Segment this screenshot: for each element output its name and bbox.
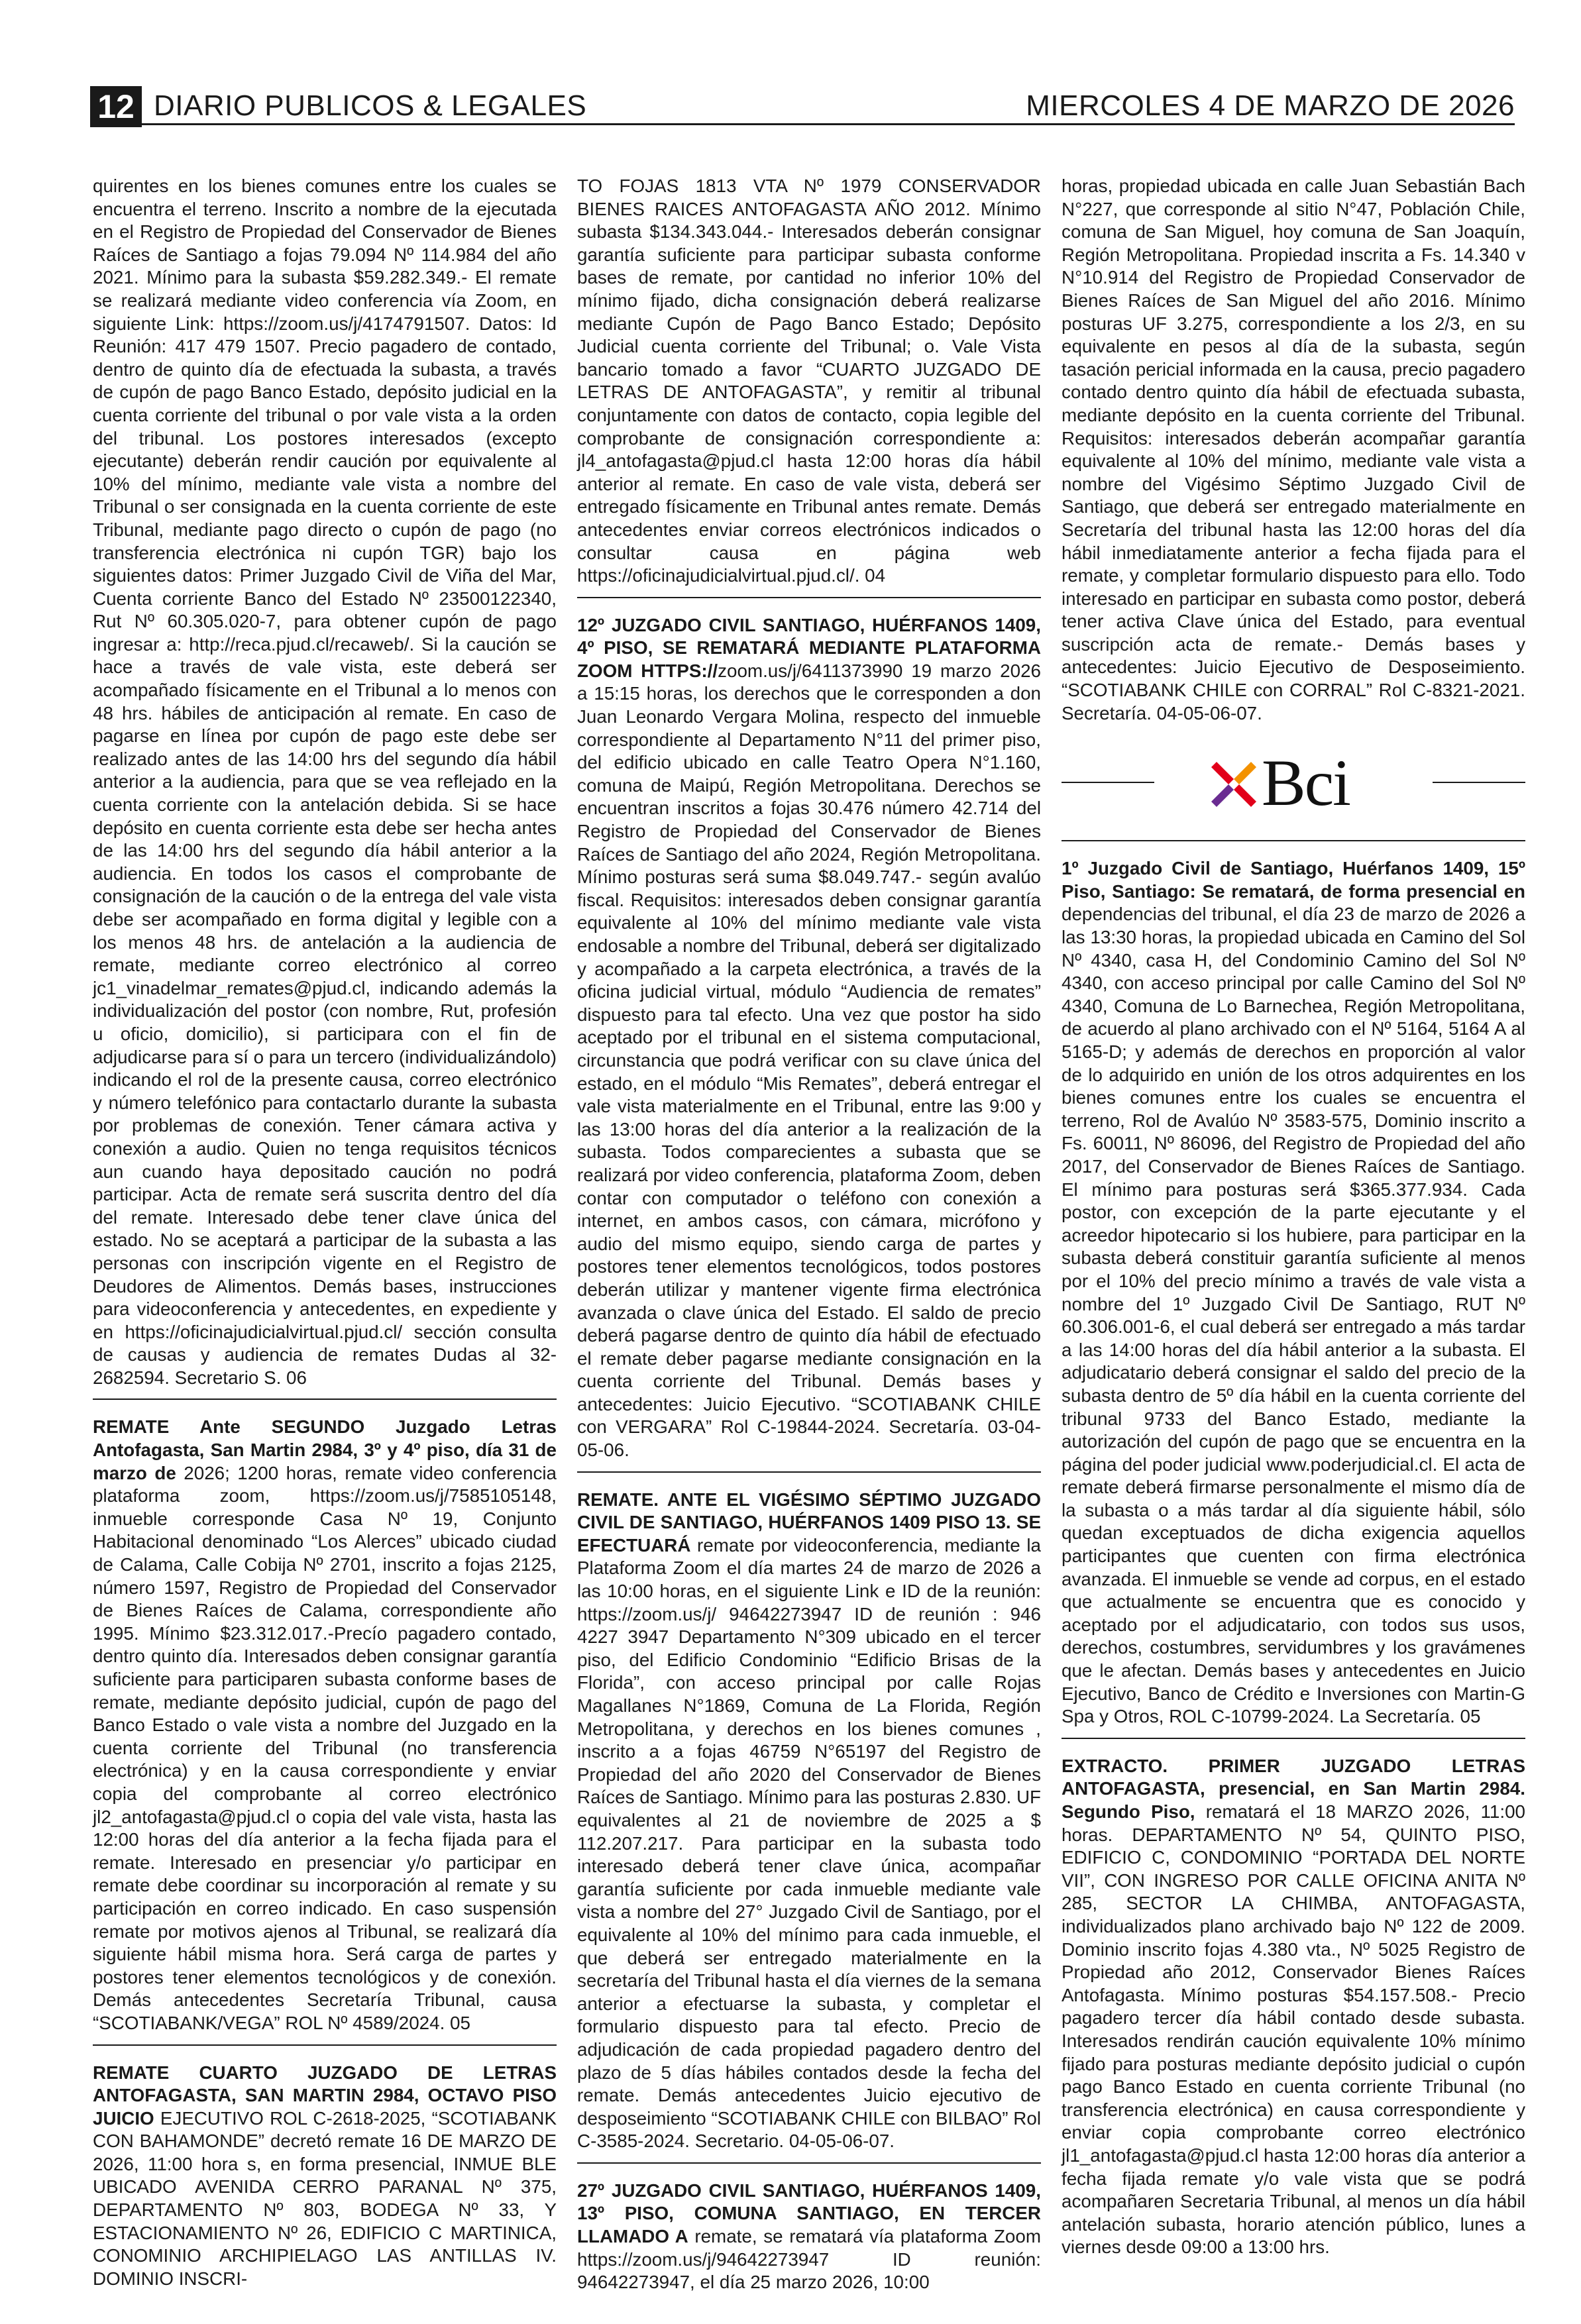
notice-body: remate, se rematará vía plataforma Zoom https://zoom.us/j/94642273947 ID reunión: 94642273947, el día 25 marzo 2026, 10:00 [577, 2226, 1041, 2293]
notice-text [577, 614, 1041, 1462]
notice-text [577, 2180, 1041, 2294]
bci-logo [1207, 747, 1380, 820]
notice-27-juzgado-civil-remate [577, 1489, 1041, 2164]
bci-logo-icon [1207, 747, 1260, 820]
notice-body: dependencias del tribunal, el día 23 de marzo de 2026 a las 13:30 horas, la propiedad ubicada en Camino del Sol Nº 4340, casa H, del Condominio Camino del Sol Nº 4340, con acceso principal por calle Camino del Sol Nº 4340, Comuna de Lo Barnechea, Región Metropolitana, de acuerdo al plano archivado con el Nº 5164, 5164 A al 5165-D; y además de derechos en proporción al valor de lo adquirido en unión de los otros adquirentes en los bienes comunes entre los cuales se encuentra el terreno, Rol de Avalúo Nº 3583-575, Dominio inscrito a Fs. 60011, Nº 86096, del Registro de Propiedad del año 2017, del Conservador de Bienes Raíces de Santiago. El mínimo para posturas será $365.377.934. Cada postor, con excepción de la parte ejecutante y el acreedor hipotecario si los hubiere, para participar en la subasta deberá constituir garantía suficiente al menos por el 10% del precio mínimo a través de vale vista a nombre del 1º Juzgado Civil De Santiago, RUT Nº 60.306.001-6, el cual deberá ser entregado a más tardar a las 14:00 horas del día hábil anterior a la subasta. El adjudicatario deberá consignar el saldo del precio de la subasta dentro de 5º día hábil en la cuenta corriente del tribunal 9733 del Banco Estado, mediante la autorización del cupón de pago que se encuentra en la página del poder judicial www.poderjudicial.cl. El acta de remate deberá firmarse personalmente el mismo día de la subasta o a más tardar al día siguiente hábil, sólo quedan exceptuados de dicha exigencia aquellos participantes que cuenten con firma electrónica avanzada. El inmueble se vende ad corpus, en el estado que actualmente se encuentra que es conocido y aceptado por el adjudicatario, con todos sus usos, derechos, costumbres, servidumbres y los gravámenes que le afectan. Demás bases y antecedentes en Juicio Ejecutivo, Banco de Crédito e Inversiones con Martin-G Spa y Otros, ROL C-10799-2024. La Secretaría. 05 [1062, 904, 1525, 1727]
issue-date: MIERCOLES 4 DE MARZO DE 2026 [1026, 89, 1515, 122]
notice-body: zoom.us/j/6411373990 19 marzo 2026 a 15:15 horas, los derechos que le corresponden a don Juan Leonardo Vergara Molina, respecto del inmueble correspondiente al Departamento N°11 del primer piso, del edificio ubicado en calle Teatro Opera N°1.160, comuna de Maipú, Región Metropolitana. Derechos se encuentran inscritos a fojas 30.476 número 42.714 del Registro de Propiedad del Conservador de Bienes Raíces de Santiago del año 2024, Región Metropolitana. Mínimo posturas será suma $8.049.747.- según avalúo fiscal. Requisitos: interesados deben consignar garantía equivalente al 10% del mínimo mediante vale vista endosable a nombre del Tribunal, deberá ser digitalizado y acompañado a la carpeta electrónica, a través de la oficina judicial virtual, módulo “Audiencia de remates” dispuesto para tal efecto. Una vez que postor ha sido aceptado por el tribunal en el sistema computacional, circunstancia que podrá verificar con su clave única del estado, en el módulo “Mis Remates”, deberá entregar el vale vista materialmente en el Tribunal, entre las 9:00 y las 13:00 horas del día anterior a la realización de la subasta. Todos comparecientes a subasta que se realizará por video conferencia, plataforma Zoom, deben contar con computador o teléfono con conexión a internet, en ambos casos, con cámara, micrófono y audio del mismo equipo, siendo carga de partes y postores tener elementos tecnológicos, todos postores deberán utilizar y mantener vigente firma electrónica avanzada o clave única del Estado. El saldo de precio deberá pagarse dentro de quinto día hábil de efectuado el remate deber pagarse mediante consignación en la cuenta corriente del Tribunal. Demás bases y antecedentes: Juicio Ejecutivo. “SCOTIABANK CHILE con VERGARA” Rol C-19844-2024. Secretaría. 03-04-05-06. [577, 660, 1042, 1461]
notice-extracto-antofagasta [1062, 1755, 1525, 2268]
bci-banner [1062, 741, 1525, 841]
page-number: 12 [90, 86, 142, 127]
notice-text [1062, 857, 1525, 1728]
column-2 [577, 175, 1041, 2319]
notice-27-juzgado-continued [1062, 175, 1525, 734]
notice-body: 2026; 1200 horas, remate video conferencia plataforma zoom, https://zoom.us/j/7585105148, inmueble corresponde Casa Nº 19, Conjunto Habitacional denominado “Los Alerces” ubicado ciudad de Calama, Calle Cobija Nº 2701, inscrito a fojas 2125, número 1597, Registro de Propiedad del Conservador de Bienes Raíces de Calama, correspondiente año 1995. Mínimo $23.312.017.-Precío pagadero contado, dentro quinto día. Interesados deben consignar garantía suficiente para participaren subasta conforme bases de remate, mediante depósito judicial, cupón de pago del Banco Estado o vale vista a nombre del Juzgado en la cuenta corriente del Tribunal (no transferencia electrónica) y en la causa correspondiente y enviar copia del comprobante al correo electrónico jl2_antofagasta@pjud.cl o copia del vale vista, hasta las 12:00 horas del día anterior a la fecha fijada para el remate. Interesado en presenciar y/o participar en remate debe coordinar su incorporación al remate y su participación en correo indicado. En caso suspensión remate por motivos ajenos al Tribunal, se realizará día siguiente hábil misma hora. Será carga de partes y postores tener elementos tecnológicos y de conexión. Demás antecedentes Secretaría Tribunal, causa “SCOTIABANK/VEGA” ROL Nº 4589/2024. 05 [93, 1462, 557, 2033]
publication-title: DIARIO PUBLICOS & LEGALES [154, 89, 587, 122]
column-1 [93, 175, 557, 2315]
notice-heading: 12º JUZGADO CIVIL SANTIAGO, HUÉRFANOS 1409, 4º PISO, SE REMATARÁ MEDIANTE PLATAFORMA ZOOM HTTPS:// [577, 614, 1041, 681]
notice-1-juzgado-civil-santiago [1062, 857, 1525, 1739]
page-header [90, 86, 1515, 125]
notice-text [1062, 1755, 1525, 2259]
notice-text [93, 1416, 557, 2034]
notice-heading: 1º Juzgado Civil de Santiago, Huérfanos 1409, 15º Piso, Santiago: Se rematará, de forma presencial en [1062, 858, 1525, 902]
notice-text [577, 1489, 1041, 2153]
bci-wordmark: Bci [1262, 746, 1350, 820]
notice-cuarto-juzgado-continued [577, 175, 1041, 598]
notice-heading: EXTRACTO. PRIMER JUZGADO LETRAS ANTOFAGASTA, presencial, en San Martin 2984. Segundo Piso, [1062, 1755, 1525, 1822]
notice-heading: REMATE Ante SEGUNDO Juzgado Letras Antofagasta, San Martin 2984, 3º y 4º piso, día 31 de marzo de [93, 1416, 557, 1483]
divider-right [1433, 782, 1525, 783]
notice-12-juzgado-civil [577, 614, 1041, 1473]
notice-heading: REMATE. ANTE EL VIGÉSIMO SÉPTIMO JUZGADO CIVIL DE SANTIAGO, HUÉRFANOS 1409 PISO 13. SE EFECTUARÁ [577, 1489, 1041, 1556]
notice-text [93, 2062, 557, 2291]
notice-body: rematará el 18 MARZO 2026, 11:00 horas. DEPARTAMENTO Nº 54, QUINTO PISO, EDIFICIO C, CONDOMINIO “PORTADA DEL NORTE VII”, CON INGRESO POR CALLE OFICINA ANITA Nº 285, SECTOR LA CHIMBA, ANTOFAGASTA, individualizados plano archivado bajo Nº 122 de 2009. Dominio inscrito fojas 4.380 vta., Nº 5025 Registro de Propiedad año 2012, Conservador Bienes Raíces Antofagasta. Mínimo posturas $54.157.508.- Precio pagadero tercer día hábil contado desde subasta. Interesados rendirán caución equivalente 10% mínimo fijado para posturas mediante depósito judicial o cupón pago Banco Estado en cuenta corriente Tribunal (no transferencia electrónica) en causa correspondiente y enviar copia comprobante correo electrónico jl1_antofagasta@pjud.cl hasta 12:00 horas día anterior a fecha fijada remate y/o vale vista que se podrá acompañaren Secretaria Tribunal, al menos un día hábil antelación subasta, horario atención público, lunes a viernes desde 09:00 a 13:00 hrs. [1062, 1801, 1525, 2258]
notice-body: quirentes en los bienes comunes entre los cuales se encuentra el terreno. Inscrito a nombre de la ejecutada en el Registro de Propiedad del Conservador de Bienes Raíces de Santiago a fojas 79.094 Nº 114.984 del año 2021. Mínimo para la subasta $59.282.349.- El remate se realizará mediante video conferencia vía Zoom, en siguiente Link: https://zoom.us/j/4174791507. Datos: Id Reunión: 417 479 1507. Precio pagadero de contado, dentro de quinto día de efectuada la subasta, a través de cupón de pago Banco Estado, depósito judicial en la cuenta corriente del tribunal o por vale vista a la orden del tribunal. Los postores interesados (excepto ejecutante) deberán rendir caución por equivalente al 10% del mínimo, mediante vale vista a nombre del Tribunal o ser consignada en la cuenta corriente de este Tribunal, mediante pago directo o cupón de pago (no transferencia electrónica ni cupón TGR) bajo los siguientes datos: Primer Juzgado Civil de Viña del Mar, Cuenta corriente Banco del Estado Nº 23500122340, Rut Nº 60.305.020-7, para obtener cupón de pago ingresar a: http://reca.pjud.cl/recaweb/. Si la caución se hace a través de vale vista, este deberá ser acompañado físicamente en el Tribunal a lo menos con 48 hrs. hábiles de anticipación al remate. En caso de pagarse en línea por cupón de pago este debe ser realizado antes de las 14:00 hrs del segundo día hábil anterior a la audiencia, para que se vea reflejado en la cuenta corriente con la antelación debida. Si se hace depósito en cuenta corriente esta debe ser hecha antes de las 14:00 hrs del segundo día hábil anterior a la audiencia. En todos los casos el comprobante de consignación de la caución o de la entrega del vale vista debe ser acompañado en forma digital y legible con a los menos 48 hrs. de antelación a la audiencia de remate, mediante correo electrónico al correo jc1_vinadelmar_remates@pjud.cl, indicando además la individualización del postor (con nombre, Rut, profesión u oficio, domicilio), si participara con el fin de adjudicarse para sí o para un tercero (individualizándolo) indicando el rol de la presente causa, correo electrónico y número telefónico para contactarlo durante la subasta por problemas de conexión. Tener cámara activa y conexión a audio. Quien no tenga requisitos técnicos aun cuando haya depositado caución no podrá participar. Acta de remate será suscrita dentro del día del remate. Interesado debe tener clave única del estado. No se aceptará a participar de la subasta a las personas con inscripción vigente en el Registro de Deudores de Alimentos. Demás bases, instrucciones para videoconferencia y antecedentes, en expediente y en https://oficinajudicialvirtual.pjud.cl/ sección consulta de causas y audiencia de remates Dudas al 32-2682594. Secretario S. 06 [93, 176, 557, 1388]
notice-body: EJECUTIVO ROL C-2618-2025, “SCOTIABANK CON BAHAMONDE” decretó remate 16 DE MARZO DE 2026, 11:00 hora s, en forma presencial, INMUE BLE UBICADO AVENIDA CERRO PARANAL Nº 375, DEPARTAMENTO Nº 803, BODEGA Nº 33, Y ESTACIONAMIENTO Nº 26, EDIFICIO C MARTINICA, CONOMINIO ARCHIPIELAGO LAS ANTILLAS IV. DOMINIO INSCRI- [93, 2107, 557, 2289]
notice-segundo-juzgado-antofagasta [93, 1416, 557, 2045]
notice-27-juzgado-tercer-llamado [577, 2180, 1041, 2303]
notice-cuarto-juzgado-antofagasta [93, 2062, 557, 2300]
notice-viña-del-mar-continued [93, 175, 557, 1400]
column-3 [1062, 175, 1525, 2284]
divider-left [1062, 782, 1154, 783]
notice-body: TO FOJAS 1813 VTA Nº 1979 CONSERVADOR BIENES RAICES ANTOFAGASTA AÑO 2012. Mínimo subasta $134.343.044.- Interesados deberán consignar garantía suficiente para participar subasta conforme bases de remate, por cantidad no inferior 10% del mínimo fijado, dicha consignación deberá realizarse mediante Cupón de Pago Banco Estado; Depósito Judicial cuenta corriente del Tribunal; o. Vale Vista bancario tomado a favor “CUARTO JUZGADO DE LETRAS DE ANTOFAGASTA”, y remitir al tribunal conjuntamente con datos de contacto, copia legible del comprobante de consignación correspondiente a: jl4_antofagasta@pjud.cl hasta 12:00 horas día hábil anterior al remate. En caso de vale vista, deberá ser entregado físicamente en Tribunal antes remate. Demás antecedentes enviar correos electrónicos indicados o consultar causa en página web https://oficinajudicialvirtual.pjud.cl/. 04 [577, 176, 1041, 586]
notice-heading: 27º JUZGADO CIVIL SANTIAGO, HUÉRFANOS 1409, 13º PISO, COMUNA SANTIAGO, EN TERCER LLAMADO A [577, 2180, 1041, 2247]
notice-body: remate por videoconferencia, mediante la Plataforma Zoom el día martes 24 de marzo de 2026 a las 10:00 horas, en el siguiente Link e ID de la reunión: https://zoom.us/j/ 94642273947 ID de reunión : 946 4227 3947 Departamento N°309 ubicado en el tercer piso, del Edificio Condominio “Edificio Brisas de la Florida”, con acceso principal por calle Rojas Magallanes N°1869, Comuna de La Florida, Región Metropolitana, y derechos en los bienes comunes , inscrito a a fojas 46759 N°65197 del Registro de Propiedad del año 2020 del Conservador de Bienes Raíces de Santiago. Mínimo para las posturas 2.830. UF equivalentes al 21 de noviembre de 2025 a $ 112.207.217. Para participar en la subasta todo interesado deberá tener clave única, acompañar garantía suficiente por cada inmueble mediante vale vista a nombre del 27° Juzgado Civil de Santiago, por el equivalente al 10% del mínimo para cada inmueble, el que deberá ser entregado materialmente en la secretaría del Tribunal hasta el día viernes de la semana anterior a efectuarse la subasta, y completar el formulario dispuesto para tal efecto. Precio de adjudicación de cada propiedad pagadero dentro del plazo de 5 días hábiles contados desde la fecha del remate. Demás antecedentes Juicio ejecutivo de desposeimiento “SCOTIABANK CHILE con BILBAO” Rol C-3585-2024. Secretario. 04-05-06-07. [577, 1534, 1041, 2152]
notice-heading: REMATE CUARTO JUZGADO DE LETRAS ANTOFAGASTA, SAN MARTIN 2984, OCTAVO PISO JUICIO [93, 2062, 557, 2129]
notice-body: horas, propiedad ubicada en calle Juan Sebastián Bach N°227, que corresponde al sitio N°47, Población Chile, comuna de San Miguel, hoy comuna de San Joaquín, Región Metropolitana. Propiedad inscrita a Fs. 14.340 v N°10.914 del Registro de Propiedad Conservador de Bienes Raíces de San Miguel del año 2016. Mínimo posturas UF 3.275, correspondiente a los 2/3, en su equivalente en pesos al día de la subasta, según tasación pericial informada en la causa, precio pagadero contado dentro quinto día hábil de efectuada subasta, mediante depósito en la cuenta corriente del Tribunal. Requisitos: interesados deberán acompañar garantía equivalente al 10% del mínimo, mediante vale vista a nombre del Vigésimo Séptimo Juzgado Civil de Santiago, que deberá ser entregado materialmente en Secretaría del tribunal hasta las 12:00 horas del día hábil inmediatamente anterior a fecha fijada para el remate, y completar formulario dispuesto para ello. Todo interesado en participar en subasta como postor, deberá tener activa Clave única del Estado, para eventual suscripción acta de remate.- Demás bases y antecedentes: Juicio Ejecutivo de Desposeimiento. “SCOTIABANK CHILE con CORRAL” Rol C-8321-2021. Secretaría. 04-05-06-07. [1062, 176, 1525, 723]
